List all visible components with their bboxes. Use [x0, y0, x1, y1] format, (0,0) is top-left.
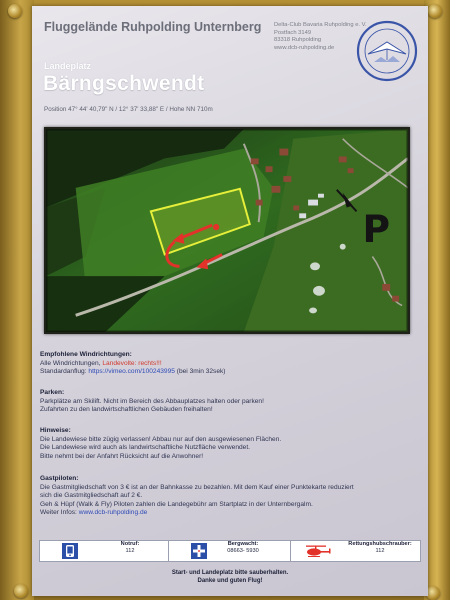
- screw: [14, 584, 28, 598]
- parken-section: [40, 389, 420, 415]
- gast-line4-text: Weiter Infos:: [40, 509, 77, 517]
- wind-line2: [40, 368, 420, 377]
- helicopter-icon: [304, 545, 332, 558]
- phone-icon: [62, 543, 78, 559]
- club-website-link[interactable]: www.dcb-ruhpolding.de: [78, 509, 148, 517]
- heli-cell: [340, 541, 420, 561]
- vimeo-link[interactable]: https://vimeo.com/100243995: [88, 368, 175, 376]
- hinweise-line3: Bitte nehmt bei der Anfahrt Rücksicht auf die Anwohner!: [40, 452, 204, 460]
- gast-line1: Die Gastmitgliedschaft von 3 € ist an der Bahnkasse zu bezahlen. Mit dem Kauf einer Punktekarte reduziert: [40, 483, 354, 491]
- bergwacht-cell: [216, 541, 270, 561]
- wind-section: [40, 351, 420, 377]
- footer-note: [32, 569, 428, 585]
- emergency-bar: [39, 540, 421, 562]
- hinweise-heading: Hinweise:: [40, 427, 71, 434]
- sign-title: Fluggelände Ruhpolding Unternberg: [44, 20, 262, 34]
- footer-line2: Danke und guten Flug!: [197, 578, 263, 584]
- club-website: www.dcb-ruhpolding.de: [274, 44, 335, 51]
- divider: [290, 541, 291, 561]
- wind-line2-text: Standardanflug:: [40, 368, 87, 376]
- divider: [168, 541, 169, 561]
- wind-heading: Empfohlene Windrichtungen:: [40, 351, 132, 358]
- position-coordinates: Position 47° 44' 40,79" N / 12° 37' 33,88" E / Hohe NN 710m: [44, 106, 213, 113]
- parken-heading: Parken:: [40, 389, 65, 396]
- heli-number: 112: [375, 548, 385, 554]
- frame-edge-left: [0, 0, 34, 600]
- bergwacht-number: 08663- 5930: [227, 548, 259, 554]
- bergwacht-label: Bergwacht:: [227, 541, 259, 547]
- place-name: Bärngschwendt: [43, 72, 205, 95]
- gast-line4: [40, 509, 420, 518]
- notruf-label: Notruf:: [120, 541, 140, 547]
- screw: [428, 4, 442, 18]
- gast-heading: Gastpiloten:: [40, 475, 79, 482]
- hinweise-line2: Die Landewiese wird auch als landwirtschaftliche Nutzfläche verwendet.: [40, 444, 251, 452]
- hinweise-section: [40, 427, 420, 461]
- gast-line2: sich die Gastmitgliedschaft auf 2 €.: [40, 492, 143, 500]
- landeplatz-label: Landeplatz: [44, 61, 92, 71]
- screw: [426, 586, 440, 600]
- gast-section: [40, 475, 420, 518]
- wind-line2-suffix: (bei 3min 32sek): [176, 368, 226, 376]
- parking-letter: P: [362, 206, 391, 251]
- club-city: 83318 Ruhpolding: [274, 37, 322, 44]
- hinweise-line1: Die Landewiese bitte zügig verlassen! Abbau nur auf den ausgewiesenen Flächen.: [40, 435, 282, 443]
- notruf-cell: [106, 541, 154, 561]
- club-logo: [354, 18, 420, 84]
- windsock-marker: [213, 224, 219, 230]
- club-address: [274, 22, 367, 52]
- gast-line3: Geh & Hüpf (Walk & Fly) Piloten zahlen die Landegebühr am Startplatz in der Unternbergalm.: [40, 500, 313, 508]
- aerial-photo: [44, 127, 410, 334]
- wind-landevolte: Landevolte: rechts!!!: [102, 359, 162, 367]
- club-name: Delta-Club Bavaria Ruhpolding e. V.: [274, 22, 367, 28]
- mountain-rescue-icon: [191, 543, 207, 559]
- wind-line1: [40, 360, 420, 369]
- screw: [8, 4, 22, 18]
- heli-label: Rettungshubschrauber:: [348, 541, 412, 547]
- parken-line1: Parkplätze am Skilift. Nicht im Bereich des Abbauplatzes halten oder parken!: [40, 397, 264, 405]
- info-sign: [32, 6, 428, 596]
- wind-line1-text: Alle Windrichtungen,: [40, 359, 101, 367]
- notruf-number: 112: [125, 548, 135, 554]
- club-postbox: Postfach 3149: [274, 29, 312, 36]
- footer-line1: Start- und Landeplatz bitte sauberhalten.: [171, 570, 289, 576]
- parken-line2: Zufahrten zu den landwirtschaftlichen Gebäuden freihalten!: [40, 406, 213, 414]
